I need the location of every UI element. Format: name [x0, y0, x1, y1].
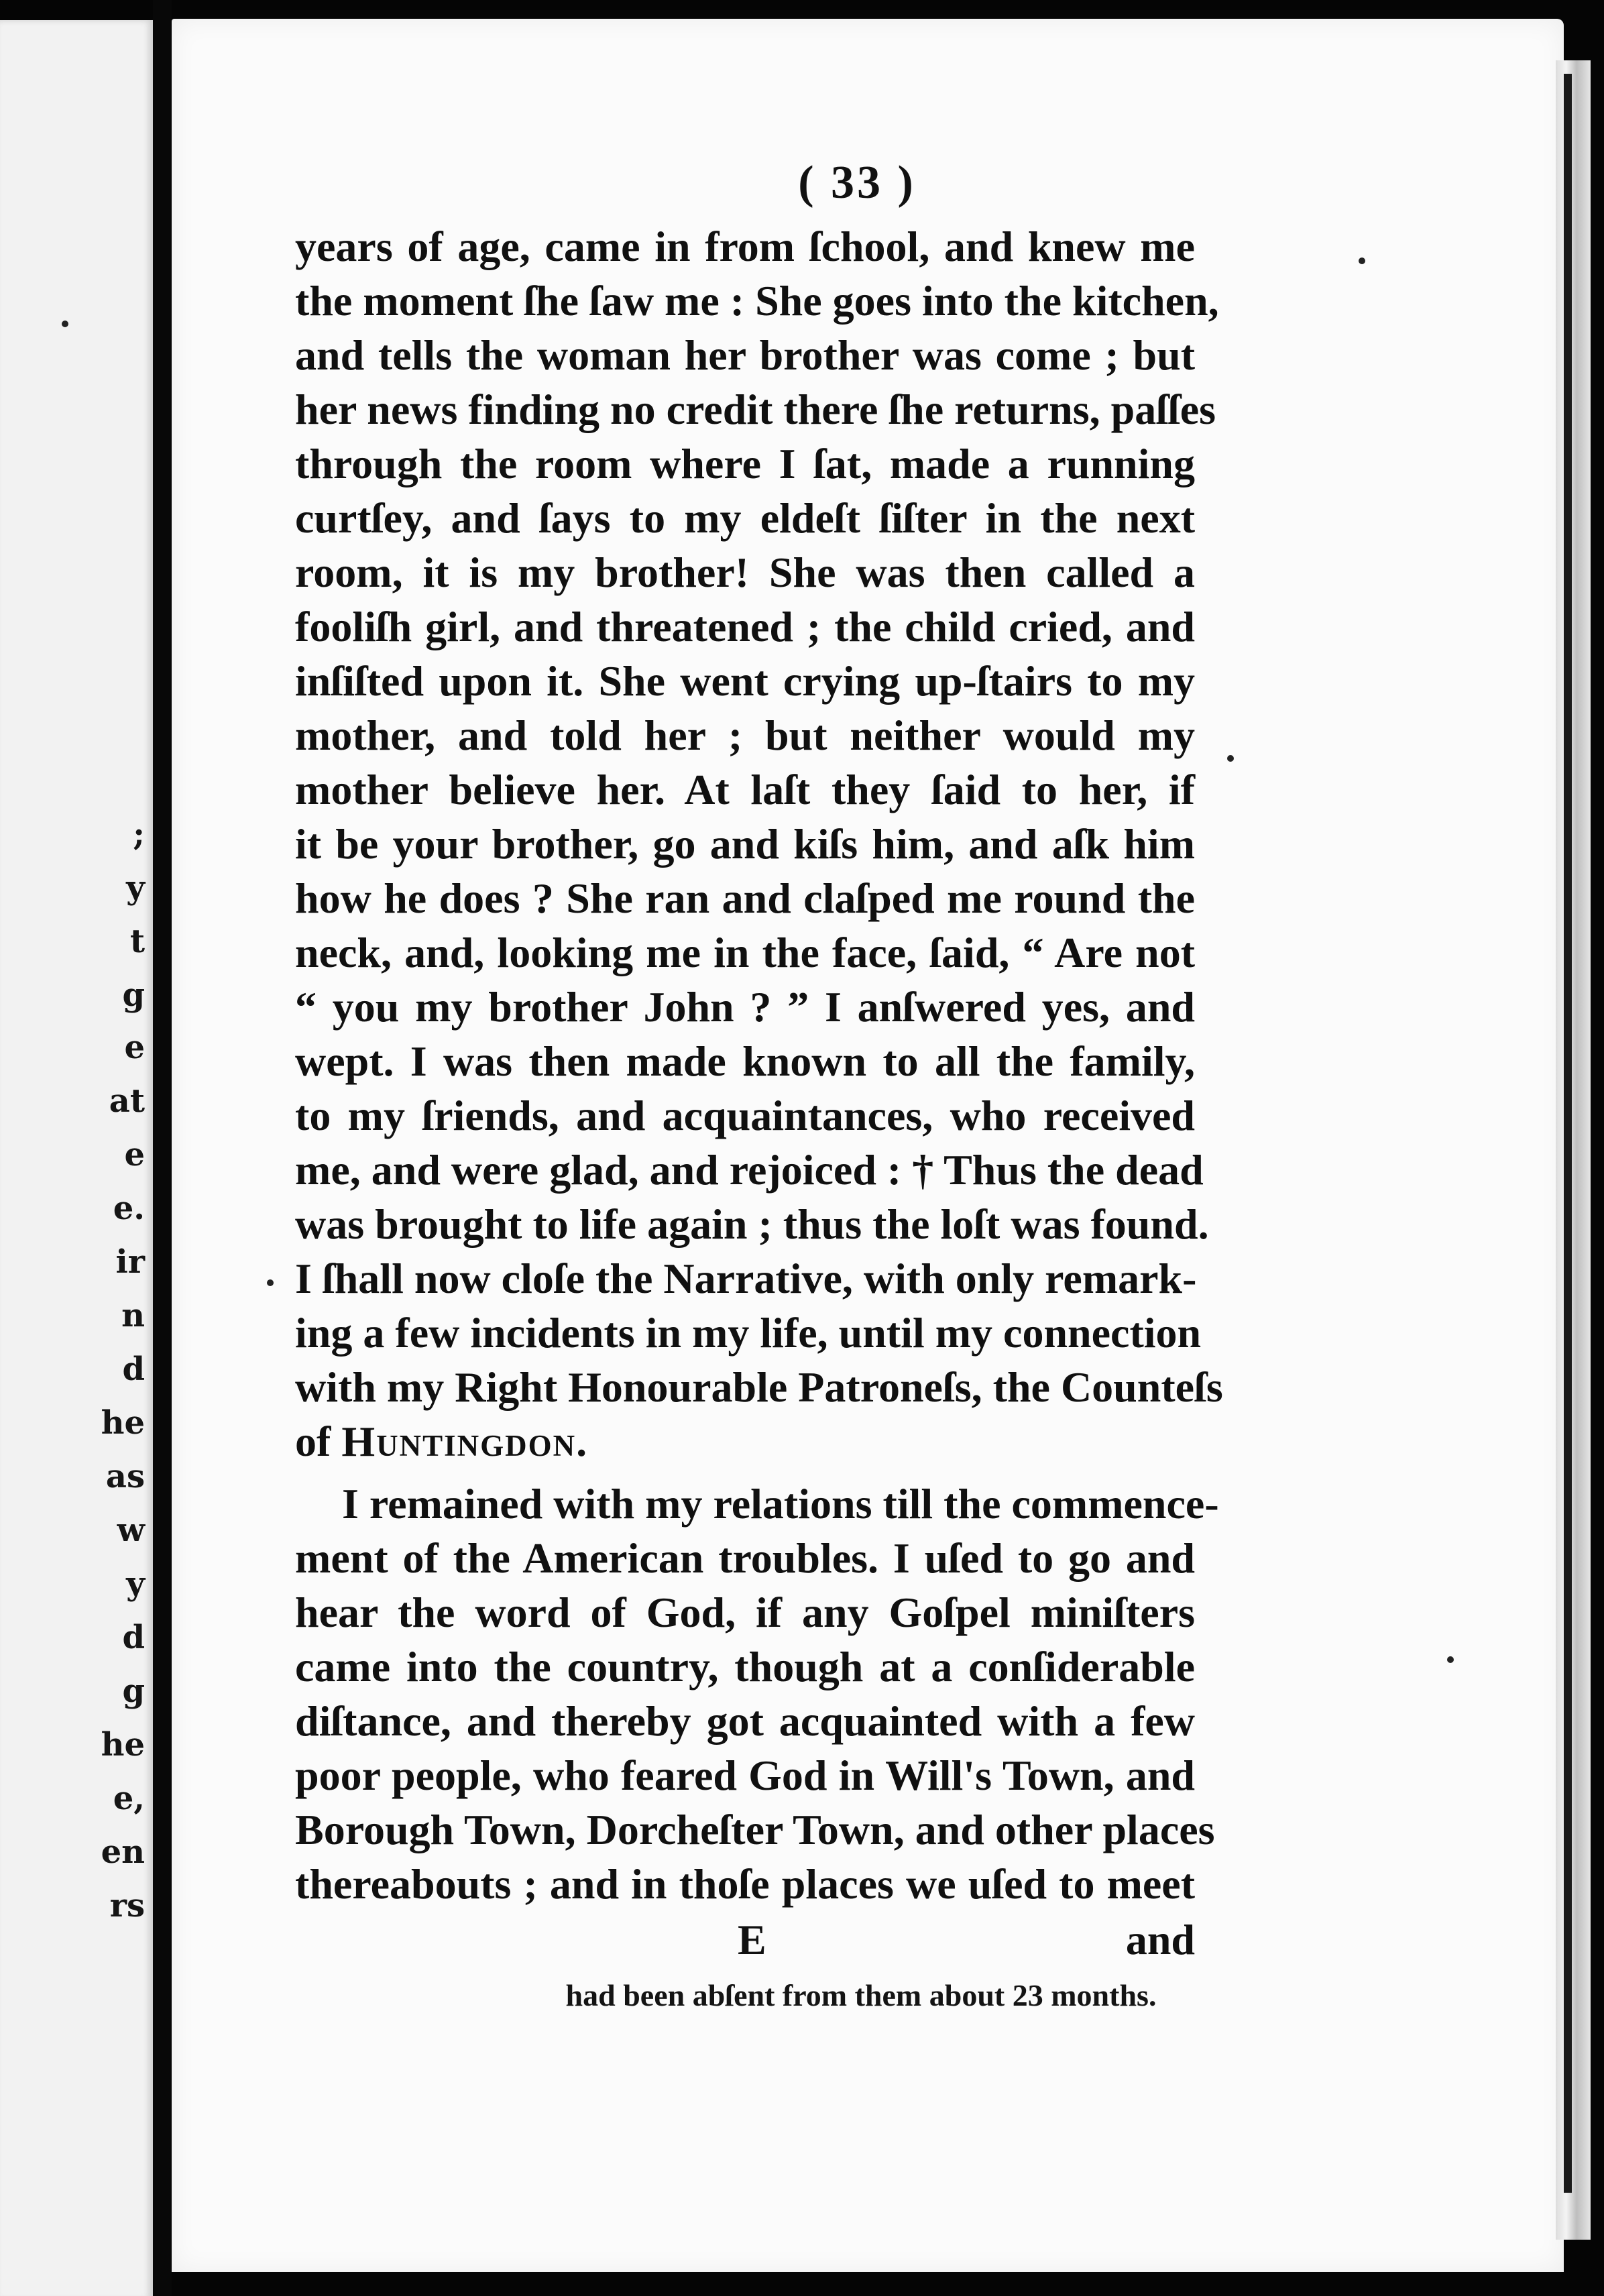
- text-line: ment of the American troubles. I uſed to go and: [295, 1534, 1195, 1582]
- left-page-fragment: d: [122, 1351, 145, 1388]
- left-page-fragment: t: [129, 923, 145, 960]
- text-line: to my ſriends, and acquaintances, who received: [295, 1092, 1195, 1139]
- patroness-name: Huntingdon.: [341, 1418, 589, 1465]
- text-line: mother, and told her ; but neither would my: [295, 711, 1195, 759]
- left-page-fragment: e: [124, 1029, 145, 1066]
- left-page-fragment: he: [101, 1726, 145, 1764]
- text-line: poor people, who feared God in Will's Town, and: [295, 1752, 1195, 1799]
- left-page-fragment: ;: [133, 815, 145, 853]
- page-fore-edge-shadow: [1564, 74, 1572, 2193]
- text-line: I remained with my relations till the commence-: [342, 1480, 1219, 1528]
- scan-speck: [1227, 755, 1234, 762]
- left-page-fragment: d: [122, 1619, 145, 1656]
- text-line: Borough Town, Dorcheſter Town, and other places: [295, 1806, 1215, 1853]
- text-line: [295, 1416, 1195, 1467]
- left-page-fragment: w: [117, 1511, 145, 1549]
- page-number: ( 33 ): [798, 157, 916, 209]
- left-page-fragment: g: [122, 976, 145, 1014]
- text-line: wept. I was then made known to all the family,: [295, 1037, 1195, 1085]
- left-page-fragment: at: [109, 1082, 145, 1120]
- left-neighbour-page: [0, 20, 153, 2296]
- text-line: mother believe her. At laſt they ſaid to her, if: [295, 766, 1195, 813]
- text-line: fooliſh girl, and threatened ; the child cried, and: [295, 603, 1195, 650]
- text-line: me, and were glad, and rejoiced : † Thus the dead: [295, 1146, 1204, 1194]
- left-page-fragment: y: [126, 1565, 145, 1603]
- text-line: I ſhall now cloſe the Narrative, with only remark-: [295, 1255, 1197, 1302]
- text-line: came into the country, though at a conſiderable: [295, 1643, 1195, 1690]
- catchword: and: [1125, 1916, 1195, 1963]
- page-number-header: [161, 157, 1553, 209]
- text-line: thereabouts ; and in thoſe places we uſed to meet: [295, 1860, 1195, 1908]
- text-line: curtſey, and ſays to my eldeſt ſiſter in the next: [295, 494, 1195, 542]
- scan-speck: [1359, 257, 1365, 264]
- text-line: ing a few incidents in my life, until my connection: [295, 1309, 1202, 1357]
- scan-speck: [62, 321, 68, 327]
- text-line: and tells the woman her brother was come ; but: [295, 331, 1195, 379]
- text-line: “ you my brother John ? ” I anſwered yes, and: [295, 983, 1195, 1031]
- signature-mark: E: [738, 1916, 766, 1963]
- text-line: years of age, came in from ſchool, and knew me: [295, 223, 1195, 270]
- text-line: neck, and, looking me in the face, ſaid, “ Are not: [295, 929, 1195, 976]
- footnote: had been abſent from them about 23 months.: [565, 1978, 1157, 2012]
- text-line: with my Right Honourable Patroneſs, the Counteſs: [295, 1363, 1223, 1411]
- left-page-fragment: e.: [113, 1190, 145, 1227]
- text-line: it be your brother, go and kiſs him, and aſk him: [295, 820, 1195, 868]
- left-page-fragment: e: [124, 1136, 145, 1173]
- text-line: inſiſted upon it. She went crying up-ſtairs to my: [295, 657, 1195, 705]
- left-page-fragment: as: [105, 1458, 145, 1495]
- left-page-fragment: g: [122, 1672, 145, 1710]
- scan-speck: [267, 1279, 274, 1286]
- left-page-fragment: y: [126, 869, 145, 907]
- text-line: room, it is my brother! She was then called a: [295, 549, 1195, 596]
- text-line: the moment ſhe ſaw me : She goes into the kitchen,: [295, 277, 1219, 325]
- text-line: her news finding no credit there ſhe returns, paſſes: [295, 386, 1216, 433]
- left-page-fragment: rs: [109, 1887, 145, 1925]
- page-fore-edge: [1556, 60, 1591, 2240]
- text-line-prefix: of: [295, 1418, 342, 1465]
- scan-speck: [1447, 1656, 1454, 1663]
- left-page-fragment: n: [121, 1297, 145, 1334]
- left-page-fragment: he: [101, 1404, 145, 1442]
- book-gutter: [153, 0, 172, 2296]
- left-page-fragment: ir: [115, 1243, 145, 1281]
- text-line: through the room where I ſat, made a running: [295, 440, 1195, 487]
- text-line: how he does ? She ran and claſped me round the: [295, 874, 1195, 922]
- text-line: hear the word of God, if any Goſpel miniſters: [295, 1589, 1195, 1636]
- text-line: diſtance, and thereby got acquainted with a few: [295, 1697, 1195, 1745]
- left-page-fragment: en: [101, 1833, 145, 1871]
- text-line: was brought to life again ; thus the loſt was found.: [295, 1200, 1209, 1248]
- left-page-fragment: e,: [113, 1780, 145, 1817]
